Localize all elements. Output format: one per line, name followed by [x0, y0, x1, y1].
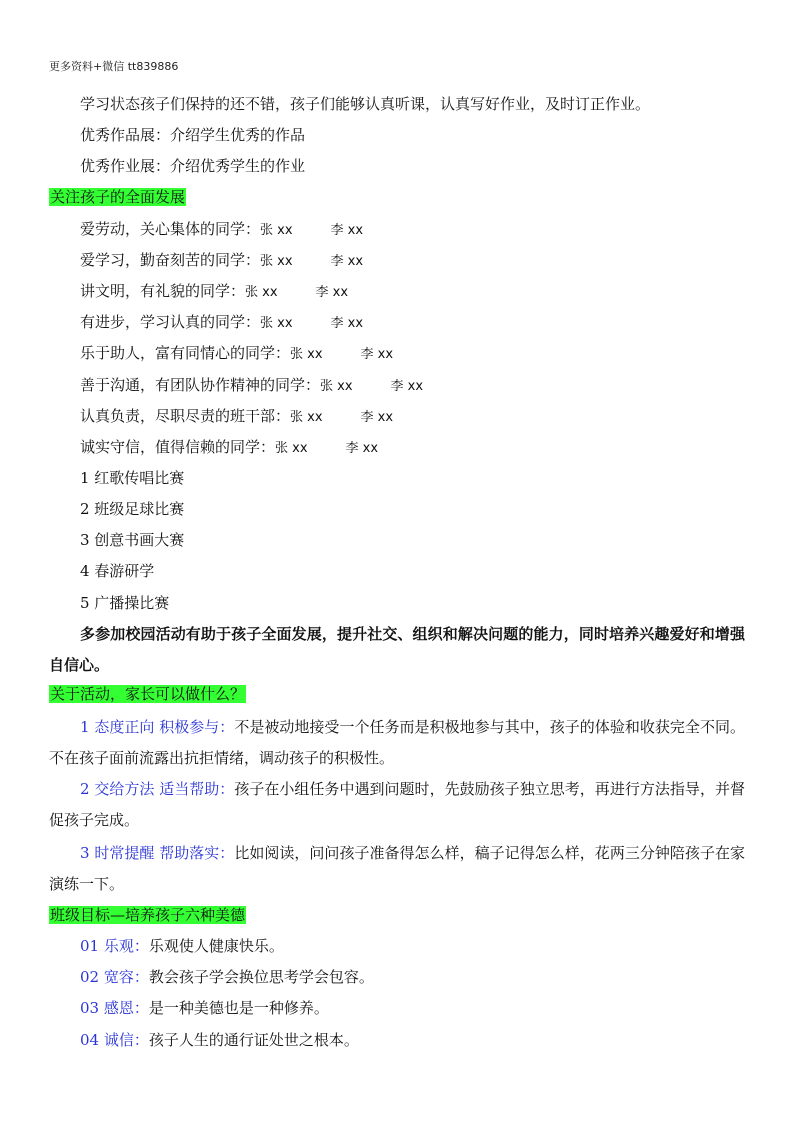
- tip-text: 孩子在小组任务中遇到问题时，先鼓励孩子独立思考，再进行方法指导，并督促孩子完成。: [49, 780, 745, 829]
- tip-paragraph: [49, 712, 745, 774]
- award-line: [80, 343, 393, 365]
- virtue-line: [80, 967, 374, 987]
- intro-line: 优秀作业展：介绍优秀学生的作业: [80, 157, 306, 175]
- student-name: 张 xx: [260, 254, 293, 269]
- intro-line: 学习状态孩子们保持的还不错，孩子们能够认真听课，认真写好作业，及时订正作业。: [80, 95, 651, 113]
- student-name: 张 xx: [290, 347, 323, 362]
- virtue-line: [80, 936, 284, 956]
- section-title: [49, 684, 246, 704]
- student-name: 李 xx: [315, 285, 349, 300]
- virtue-line: [80, 998, 329, 1018]
- virtue-text: 是一种美德也是一种修养。: [148, 999, 329, 1017]
- award-line: [80, 281, 348, 303]
- tip-paragraph: [49, 774, 745, 836]
- summary-text: 多参加校园活动有助于孩子全面发展，提升社交、组织和解决问题的能力，同时培养兴趣爱好和增强自信心。: [49, 625, 745, 674]
- student-name: 李 xx: [345, 441, 379, 456]
- award-label: 认真负责，尽职尽责的班干部：: [80, 407, 291, 425]
- award-line: [80, 375, 423, 397]
- award-line: [80, 437, 378, 459]
- student-name: 张 xx: [275, 441, 308, 456]
- award-label: 善于沟通，有团队协作精神的同学：: [80, 376, 321, 394]
- virtue-label: 02 宽容：: [80, 968, 149, 986]
- student-name: 李 xx: [360, 347, 394, 362]
- virtue-label: 01 乐观：: [80, 937, 149, 955]
- section-title-highlight: 关于活动，家长可以做什么？: [50, 685, 246, 703]
- student-name: 张 xx: [290, 410, 323, 425]
- section-title: [49, 187, 186, 207]
- tip-text: 比如阅读，问问孩子准备得怎么样，稿子记得怎么样，花两三分钟陪孩子在家演练一下。: [49, 844, 745, 893]
- page-header: 更多资料+微信 tt839886: [49, 60, 179, 73]
- award-line: [80, 406, 393, 428]
- award-label: 诚实守信，值得信赖的同学：: [80, 438, 276, 456]
- virtue-text: 孩子人生的通行证处世之根本。: [148, 1031, 359, 1049]
- student-name: 李 xx: [360, 410, 394, 425]
- section-title-highlight: 班级目标—培养孩子六种美德: [50, 906, 246, 924]
- award-label: 爱劳动，关心集体的同学：: [80, 220, 261, 238]
- student-name: 李 xx: [330, 223, 364, 238]
- virtue-label: 04 诚信：: [80, 1031, 149, 1049]
- tip-text: 不是被动地接受一个任务而是积极地参与其中，孩子的体验和收获完全不同。不在孩子面前流露出抗拒情绪，调动孩子的积极性。: [49, 718, 745, 767]
- virtue-line: [80, 1030, 359, 1050]
- student-name: 李 xx: [390, 379, 424, 394]
- activity-item: 1 红歌传唱比赛: [80, 469, 185, 487]
- virtue-text: 乐观使人健康快乐。: [148, 937, 284, 955]
- student-name: 张 xx: [245, 285, 278, 300]
- award-line: [80, 219, 363, 241]
- activity-item: 4 春游研学: [80, 562, 155, 580]
- award-label: 爱学习，勤奋刻苦的同学：: [80, 251, 261, 269]
- tip-label: 2 交给方法 适当帮助：: [80, 780, 235, 798]
- student-name: 张 xx: [260, 223, 293, 238]
- tip-label: 3 时常提醒 帮助落实：: [80, 844, 235, 862]
- activity-item: 3 创意书画大赛: [80, 531, 185, 549]
- section-title-highlight: 关注孩子的全面发展: [50, 188, 186, 206]
- award-label: 讲文明，有礼貌的同学：: [80, 282, 246, 300]
- activity-item: 2 班级足球比赛: [80, 500, 185, 518]
- activity-item: 5 广播操比赛: [80, 594, 170, 612]
- award-line: [80, 250, 363, 272]
- intro-line: 优秀作品展：介绍学生优秀的作品: [80, 126, 306, 144]
- section-title: [49, 905, 246, 925]
- virtue-text: 教会孩子学会换位思考学会包容。: [148, 968, 374, 986]
- award-label: 有进步，学习认真的同学：: [80, 313, 261, 331]
- tip-label: 1 态度正向 积极参与：: [80, 718, 235, 736]
- virtue-label: 03 感恩：: [80, 999, 149, 1017]
- student-name: 张 xx: [320, 379, 353, 394]
- summary-paragraph: [49, 619, 745, 681]
- tip-paragraph: [49, 838, 745, 900]
- award-line: [80, 312, 363, 334]
- student-name: 李 xx: [330, 254, 364, 269]
- student-name: 张 xx: [260, 316, 293, 331]
- student-name: 李 xx: [330, 316, 364, 331]
- award-label: 乐于助人，富有同情心的同学：: [80, 344, 291, 362]
